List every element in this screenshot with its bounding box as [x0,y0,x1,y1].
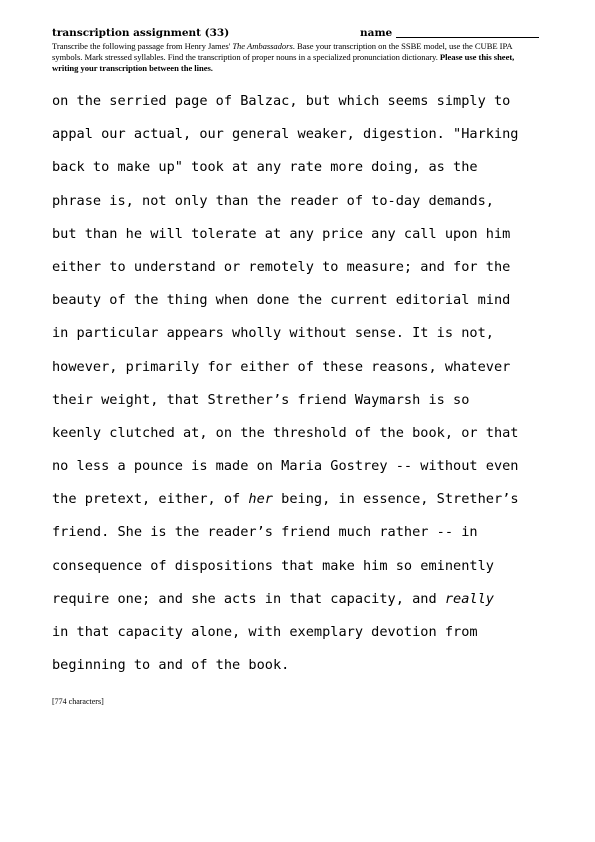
passage-line: keenly clutched at, on the threshold of the book, or that [52,424,519,441]
instructions [52,41,542,74]
name-underline [396,37,539,38]
passage-line [52,488,552,521]
passage-line: phrase is, not only than the reader of to-day demands, [52,192,494,209]
passage [52,90,552,687]
passage-line: but than he will tolerate at any price any call upon him [52,225,511,242]
passage-line [52,588,552,621]
line-text: require one; and she acts in that capacity, and [52,590,445,607]
passage-line: no less a pounce is made on Maria Gostrey -- without even [52,458,519,475]
passage-line: friend. She is the reader’s friend much rather -- in [52,524,478,541]
line-text: being, in essence, Strether’s [272,491,519,508]
passage-line: their weight, that Strether’s friend Waymarsh is so [52,391,470,408]
passage-line: in that capacity alone, with exemplary devotion from [52,624,478,640]
name-label: name [360,27,393,39]
title-row [52,27,542,41]
assignment-header [52,27,542,74]
passage-line: appal our actual, our general weaker, digestion. "Harking [52,126,519,143]
passage-line: consequence of dispositions that make him so eminently [52,557,494,574]
passage-line: either to understand or remotely to measure; and for the [52,258,511,275]
instructions-emphasis: Please use this sheet, writing your transcription between the lines. [52,52,515,73]
instructions-text-2: . Base your transcription on the SSBE model, use the CUBE IPA symbols. Mark stressed syllables. Find the transcription of proper nouns in a specialized pronunciation dictionary. [52,41,513,62]
instructions-text-1: Transcribe the following passage from Henry James' [52,41,233,51]
passage-line: on the serried page of Balzac, but which seems simply to [52,93,511,109]
assignment-title: transcription assignment (33) [52,27,230,39]
passage-line: beginning to and of the book. [52,657,290,674]
line-text: the pretext, either, of [52,491,249,508]
passage-line: however, primarily for either of these reasons, whatever [52,358,511,375]
passage-line: in particular appears wholly without sense. It is not, [52,325,494,342]
passage-line: back to make up" took at any rate more doing, as the [52,159,478,176]
book-title: The Ambassadors [232,41,293,51]
emphasized-word: her [248,491,273,508]
character-count: [774 characters] [52,697,104,706]
emphasized-word: really [444,590,494,607]
passage-line: beauty of the thing when done the current editorial mind [52,292,511,309]
